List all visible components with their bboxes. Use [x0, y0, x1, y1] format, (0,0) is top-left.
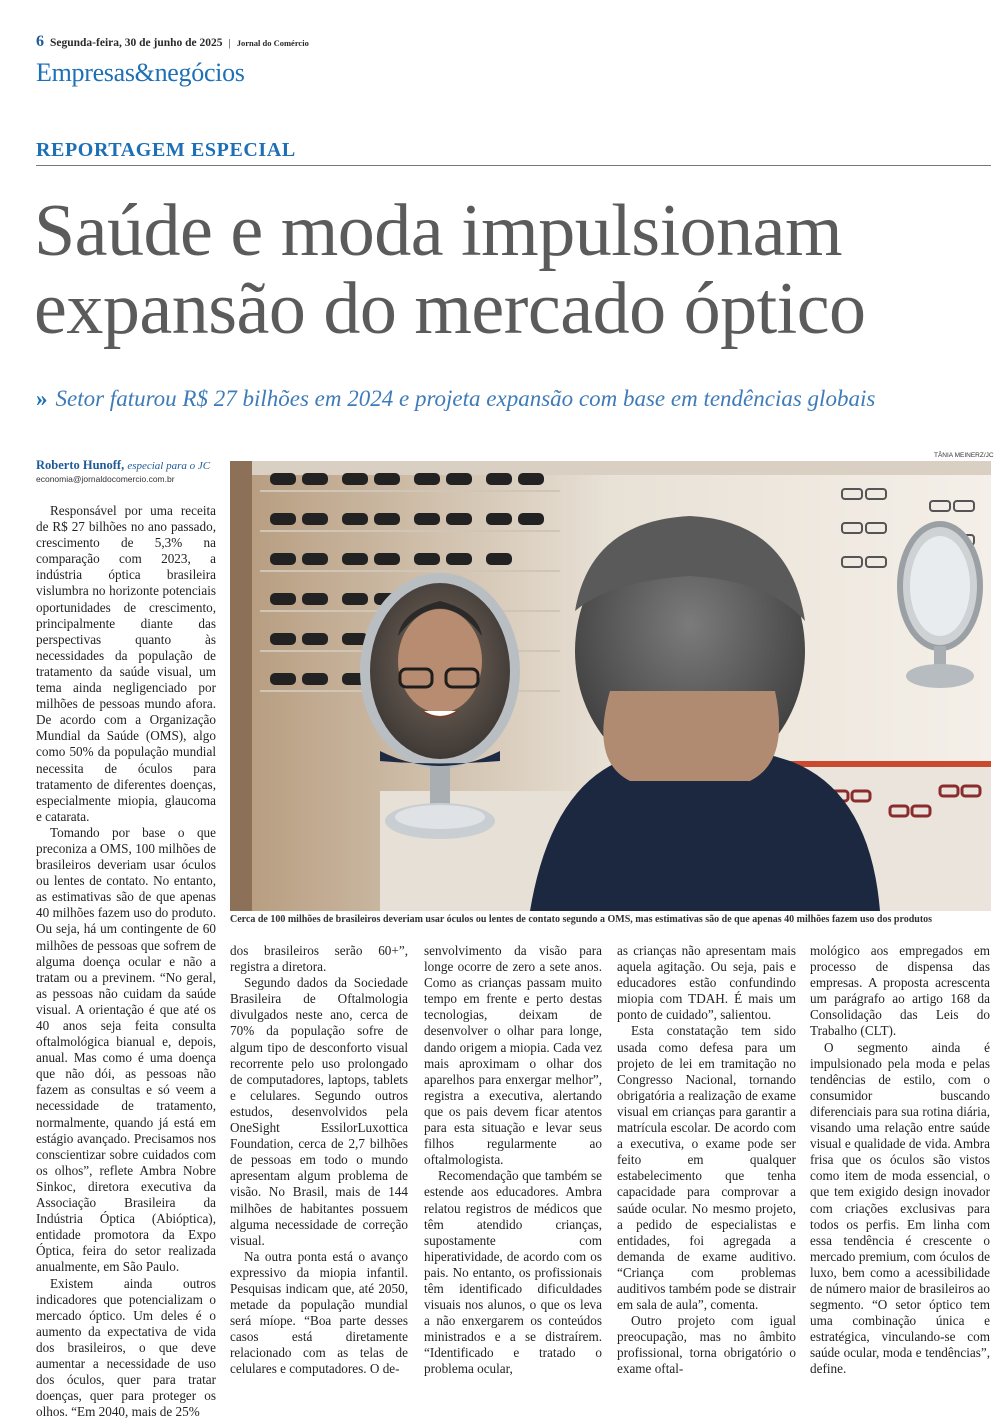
edition-date: Segunda-feira, 30 de junho de 2025 [50, 37, 223, 49]
newspaper-name: Jornal do Comércio [237, 38, 309, 48]
paragraph: Segundo dados da Sociedade Brasileira de Oftalmologia divulgados neste ano, cerca de 70% da população sofre de algum tipo de desconforto visual recorrente pelo uso prolongado de computadores, laptops, tablets e celulares. Segundo outros estudos, desenvolvidos pela OneSight EssilorLuxottica Foundation, cerca de 2,7 bilhões de pessoas em todo o mundo apresentam algum problema de visão. No Brasil, mais de 144 milhões de habitantes possuem alguma necessidade de correção visual. [230, 975, 408, 1249]
section-title: Empresas&negócios [36, 58, 245, 88]
headline-line-1: Saúde e moda impulsionam [34, 192, 994, 270]
kicker: REPORTAGEM ESPECIAL [36, 139, 296, 162]
paragraph: as crianças não apresentam mais aquela agitação. Ou seja, pais e educadores estão confundindo miopia com TDAH. É mais um ponto de cuidado”, salientou. [617, 943, 796, 1023]
author-role: especial para o JC [127, 460, 210, 472]
paragraph: Existem ainda outros indicadores que potencializam o mercado óptico. Um deles é o aumento da expectativa de vida dos brasileiros, o que deve aumentar a necessidade de uso dos óculos, quer para tratar doenças, quer para proteger os olhos. “Em 2040, mais de 25% [36, 1276, 216, 1420]
paragraph: senvolvimento da visão para longe ocorre de zero a sete anos. Como as crianças passam muito tempo em frente e perto destas tecnologias, deixam de desenvolver o olhar para longe, dando origem a miopia. Cada vez mais aproximam o olhar dos aparelhos para enxergar melhor”, registra a executiva, alertando que os pais devem ficar atentos para esta situação e levar seus filhos regularmente ao oftalmologista. [424, 943, 602, 1168]
paragraph: Recomendação que também se estende aos educadores. Ambra relatou registros de médicos que têm atendido crianças, supostamente com hiperatividade, de acordo com os pais. No entanto, os profissionais têm identificado dificuldades visuais nos alunos, o que os leva a não enxergarem os conteúdos ministrados e a se distraírem. “Identificado e tratado o problema ocular, [424, 1168, 602, 1377]
paragraph: O segmento ainda é impulsionado pela moda e pelas tendências de estilo, com o consumidor buscando diferenciais para sua rotina diária, visando uma relação entre saúde visual e qualidade de vida. Ambra frisa que os óculos são vistos como item de moda essencial, o que tem exigido design inovador com criações exclusivas para todos os perfis. Em linha com essa tendência é crescente o mercado premium, com óculos de luxo, bem como a acessibilidade de número maior de brasileiros ao segmento. “O setor óptico tem uma combinação única e estratégica, vinculando-se com saúde ocular, moda e tendências”, define. [810, 1040, 990, 1378]
chevron-icon: » [36, 386, 48, 411]
article-column-1 [36, 503, 216, 1420]
byline [36, 458, 210, 473]
headline [34, 192, 994, 348]
masthead [36, 33, 976, 51]
paragraph: Responsável por uma receita de R$ 27 bilhões no ano passado, crescimento de 5,3% na comparação com 2023, a indústria óptica brasileira vislumbra no horizonte potenciais oportunidades de crescimento, principalmente diante das perspectivas quanto às necessidades da população de tratamento da saúde visual, um tema ainda negligenciado por milhões de pessoas mundo afora. De acordo com a Organização Mundial da Saúde (OMS), algo como 50% da população mundial necessita de óculos para tratamento de diferentes doenças, especialmente miopia, glaucoma e catarata. [36, 503, 216, 825]
page-number: 6 [36, 33, 44, 51]
article-column-2 [230, 943, 408, 1378]
article-photo [230, 461, 991, 911]
article-column-3 [424, 943, 602, 1378]
deck [36, 386, 996, 412]
paragraph: dos brasileiros serão 60+”, registra a diretora. [230, 943, 408, 975]
paragraph: Outro projeto com igual preocupação, mas no âmbito profissional, torna obrigatório o exame oftal- [617, 1313, 796, 1377]
headline-line-2: expansão do mercado óptico [34, 270, 994, 348]
photo-credit: TÂNIA MEINERZ/JC [934, 452, 994, 459]
author-name: Roberto Hunoff, [36, 458, 124, 472]
article-column-4 [617, 943, 796, 1378]
paragraph: Esta constatação tem sido usada como defesa para um projeto de lei em tramitação no Congresso Nacional, tornando obrigatória a realização de exame visual em crianças para garantir a matrícula escolar. De acordo com a executiva, o exame pode ser feito em qualquer estabelecimento que tenha capacidade para comprovar a saúde ocular. No mesmo projeto, a pedido de especialistas e entidades, foi agregada a demanda de exame auditivo. “Criança com problemas auditivos também pode se distrair em sala de aula”, comenta. [617, 1023, 796, 1313]
author-email: economia@jornaldocomercio.com.br [36, 474, 175, 484]
photo-caption: Cerca de 100 milhões de brasileiros deveriam usar óculos ou lentes de contato segundo a OMS, mas estimativas são de que apenas 40 milhões fazem uso dos produtos [230, 914, 1000, 925]
masthead-separator: | [229, 37, 231, 49]
optical-store-illustration [230, 461, 991, 911]
deck-text: Setor faturou R$ 27 bilhões em 2024 e projeta expansão com base em tendências globais [56, 386, 876, 411]
paragraph: Tomando por base o que preconiza a OMS, 100 milhões de brasileiros deveriam usar óculos ou lentes de contato. No entanto, as estimativas são de que apenas 40 milhões fazem uso do produto. Ou seja, há um contingente de 60 milhões de pessoas que sofrem de alguma doença ocular e não a tratam ou a previnem. “No geral, as pessoas não cuidam da saúde visual. A orientação é que até os 40 anos seja feita consulta oftalmológica bianual e, depois, anual. Mas como é uma doença que não dói, as pessoas não fazem as consultas e só veem a necessidade de tratamento, normalmente, quando já está em estágio avançado. Precisamos nos conscientizar sobre cuidados com os olhos”, reflete Ambra Nobre Sinkoc, diretora executiva da Associação Brasileira da Indústria Óptica (Abióptica), entidade promotora da Expo Óptica, feira do setor realizada anualmente, em São Paulo. [36, 825, 216, 1276]
paragraph: Na outra ponta está o avanço expressivo da miopia infantil. Pesquisas indicam que, até 2050, metade da população mundial será míope. “Boa parte desses casos está diretamente relacionado com as telas de celulares e computadores. O de- [230, 1249, 408, 1378]
article-column-5 [810, 943, 990, 1378]
kicker-divider [36, 165, 991, 166]
paragraph: mológico aos empregados em processo de dispensa das empresas. A proposta acrescenta um parágrafo ao artigo 168 da Consolidação das Leis do Trabalho (CLT). [810, 943, 990, 1040]
